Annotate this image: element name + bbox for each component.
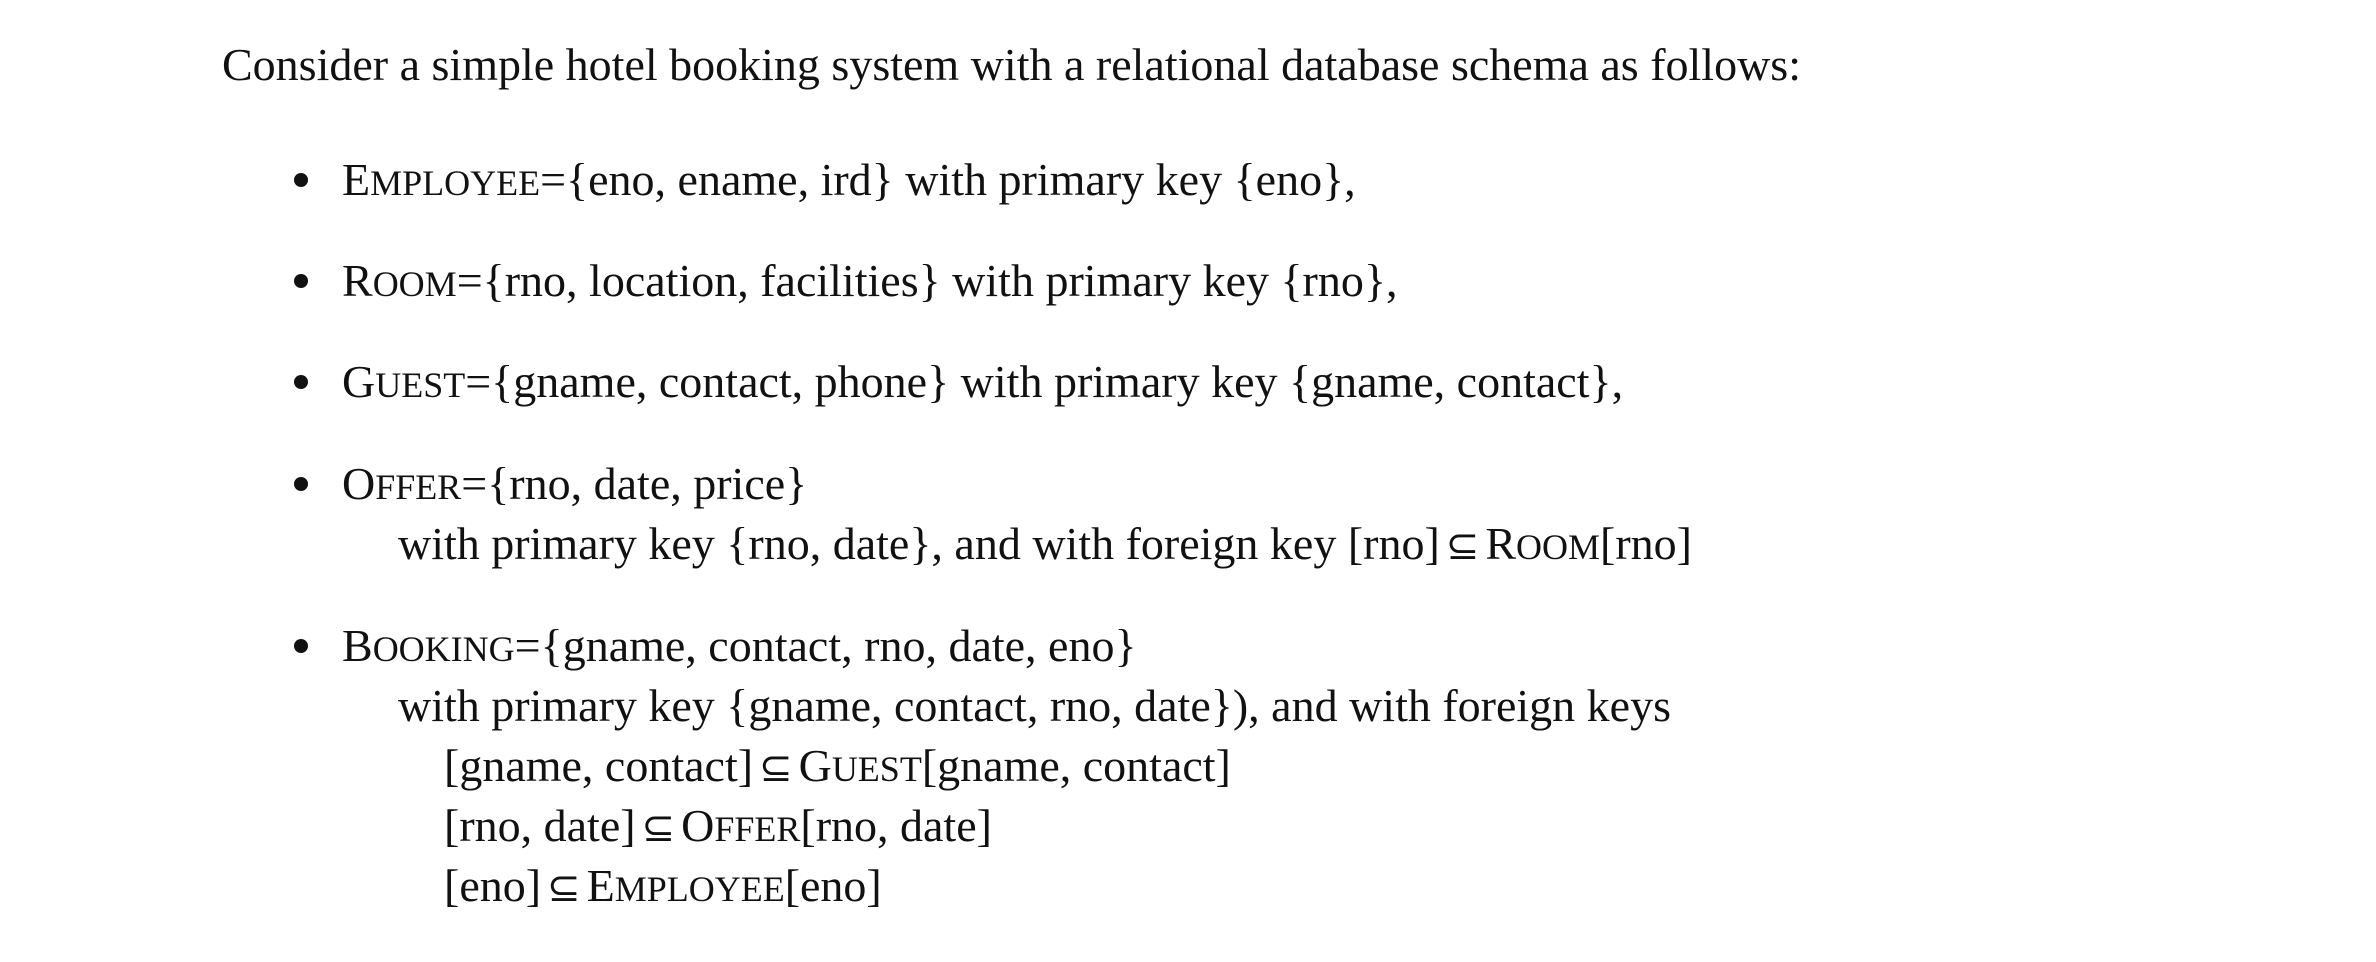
fk-rhs: [gname, contact] xyxy=(921,740,1231,791)
bullet-icon xyxy=(294,639,308,653)
item-line xyxy=(342,150,1356,210)
intro-text: Consider a simple hotel booking system with a relational database schema as follows: xyxy=(222,39,1801,90)
relation-name: OFFER xyxy=(342,458,462,509)
relation-definition: ={eno, ename, ird} with primary key {eno}, xyxy=(540,154,1356,205)
relation-name: ROOM xyxy=(342,255,457,306)
fk-lhs: [eno] xyxy=(444,860,542,911)
referenced-relation: EMPLOYEE xyxy=(586,860,785,911)
foreign-key-employee xyxy=(444,856,882,916)
primary-key-line: with primary key {gname, contact, rno, date}), and with foreign keys xyxy=(398,680,1671,731)
relation-name: GUEST xyxy=(342,356,466,407)
subset-symbol: ⊆ xyxy=(641,805,676,851)
primary-key-text: with primary key {rno, date}, and with foreign key [rno] xyxy=(398,518,1440,569)
item-line xyxy=(342,454,807,514)
item-line xyxy=(342,616,1137,676)
referenced-attributes: [rno] xyxy=(1600,518,1692,569)
subset-symbol: ⊆ xyxy=(1445,523,1480,569)
relation-definition: ={gname, contact, phone} with primary key {gname, contact}, xyxy=(465,356,1624,407)
relation-definition: ={rno, location, facilities} with primary key {rno}, xyxy=(456,255,1398,306)
relation-name: EMPLOYEE xyxy=(342,154,541,205)
foreign-key-line xyxy=(398,514,1692,574)
fk-lhs: [rno, date] xyxy=(444,800,636,851)
relation-definition: ={rno, date, price} xyxy=(461,458,808,509)
bullet-icon xyxy=(294,274,308,288)
foreign-key-offer xyxy=(444,796,992,856)
bullet-icon xyxy=(294,477,308,491)
fk-rhs: [rno, date] xyxy=(800,800,992,851)
bullet-icon xyxy=(294,173,308,187)
item-line xyxy=(342,251,1397,311)
fk-lhs: [gname, contact] xyxy=(444,740,754,791)
subset-symbol: ⊆ xyxy=(759,745,793,791)
referenced-relation: OFFER xyxy=(681,800,801,851)
referenced-relation: GUEST xyxy=(798,740,922,791)
foreign-key-guest xyxy=(444,736,1231,796)
bullet-icon xyxy=(294,375,308,389)
relation-definition: ={gname, contact, rno, date, eno} xyxy=(514,620,1137,671)
relation-name: BOOKING xyxy=(342,620,515,671)
item-line xyxy=(342,352,1623,412)
referenced-relation: ROOM xyxy=(1485,518,1601,569)
subset-symbol: ⊆ xyxy=(547,865,581,911)
fk-rhs: [eno] xyxy=(784,860,882,911)
